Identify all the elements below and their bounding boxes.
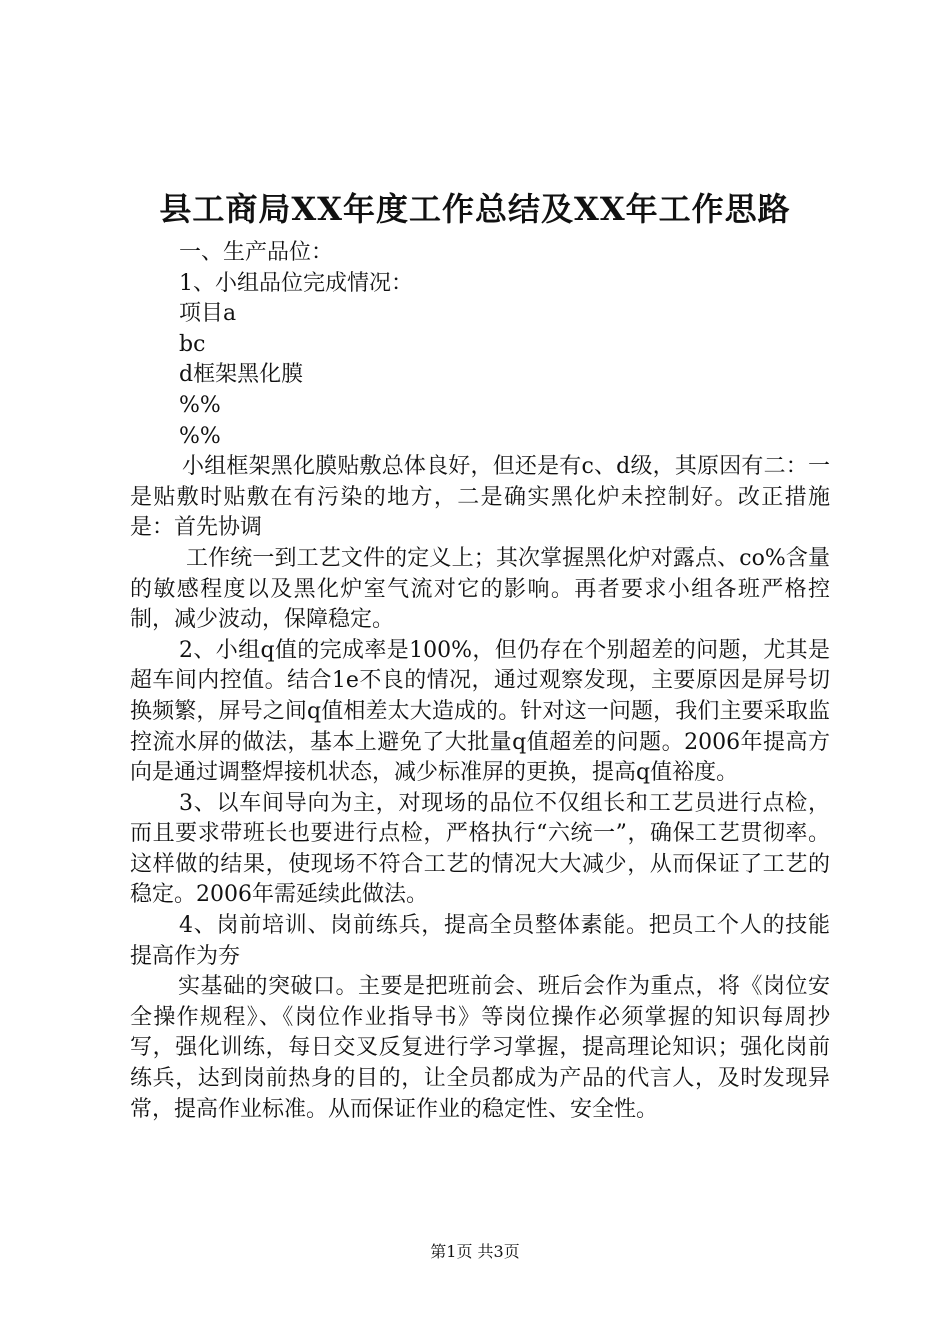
document-title: 县工商局XX年度工作总结及XX年工作思路 (159, 190, 791, 228)
body-paragraph: 小组框架黑化膜贴敷总体良好，但还是有c、d级，其原因有二：一是贴敷时贴敷在有污染的地方，二是确实黑化炉未控制好。改正措施是：首先协调 (130, 454, 830, 541)
table-fragment-line: d框架黑化膜 (179, 362, 304, 388)
body-paragraph: 4、岗前培训、岗前练兵，提高全员整体素能。把员工个人的技能提高作为夯 (130, 913, 830, 969)
subsection-heading: 1、小组品位完成情况： (179, 270, 413, 296)
table-fragment-line: %% (179, 423, 221, 449)
document-body (130, 238, 830, 1125)
body-paragraph: 3、以车间导向为主，对现场的品位不仅组长和工艺员进行点检，而且要求带班长也要进行点检，严格执行“六统一”，确保工艺贯彻率。这样做的结果，使现场不符合工艺的情况大大减少，从而保证了工艺的稳定。2006年需延续此做法。 (130, 790, 830, 908)
table-fragment-line: %% (179, 392, 221, 418)
table-fragment-line: bc (179, 331, 206, 357)
body-paragraph: 实基础的突破口。主要是把班前会、班后会作为重点，将《岗位安全操作规程》、《岗位作业指导书》等岗位操作必须掌握的知识每周抄写，强化训练，每日交叉反复进行学习掌握，提高理论知识；强化岗前练兵，达到岗前热身的目的，让全员都成为产品的代言人，及时发现异常，提高作业标准。从而保证作业的稳定性、安全性。 (130, 974, 830, 1122)
page-number: 第1页 共3页 (430, 1242, 520, 1261)
body-paragraph: 2、小组q值的完成率是100%，但仍存在个别超差的问题，尤其是超车间内控值。结合1e不良的情况，通过观察发现，主要原因是屏号切换频繁，屏号之间q值相差太大造成的。针对这一问题，我们主要采取监控流水屏的做法，基本上避免了大批量q值超差的问题。2006年提高方向是通过调整焊接机状态，减少标准屏的更换，提高q值裕度。 (130, 637, 830, 786)
section-heading: 一、生产品位： (179, 240, 334, 265)
body-paragraph: 工作统一到工艺文件的定义上；其次掌握黑化炉对露点、co%含量的敏感程度以及黑化炉室气流对它的影响。再者要求小组各班严格控制，减少波动，保障稳定。 (130, 545, 830, 633)
table-fragment-line: 项目a (179, 301, 237, 327)
